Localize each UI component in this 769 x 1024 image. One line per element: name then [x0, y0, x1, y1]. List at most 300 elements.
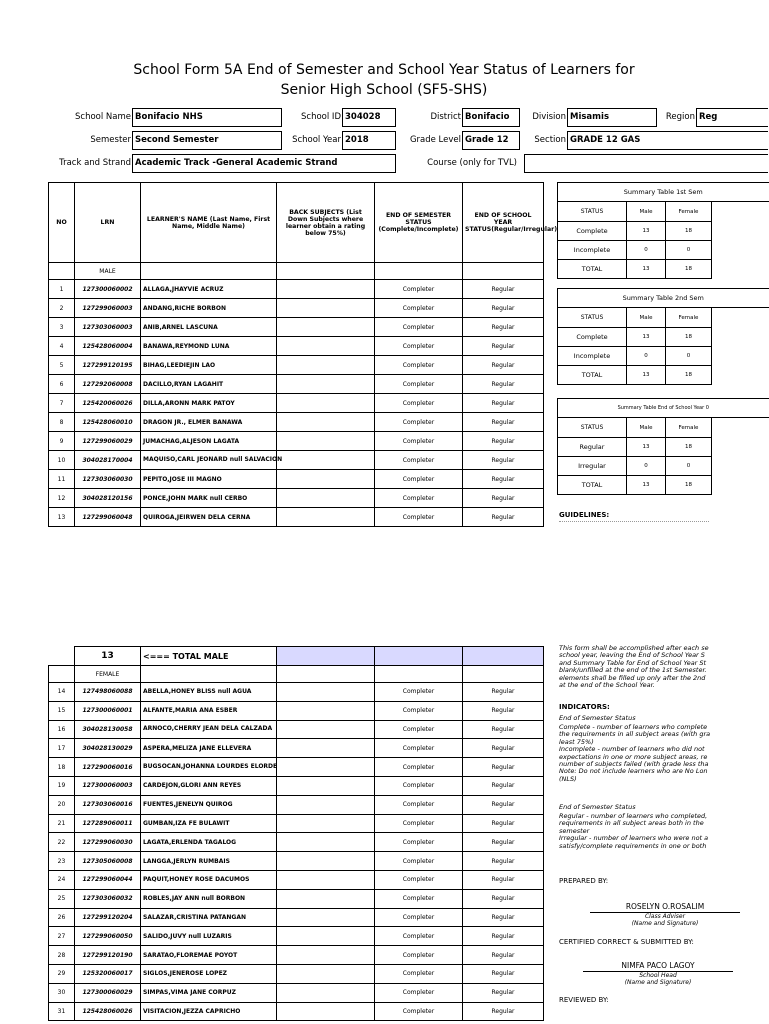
- row-year-status: Regular: [463, 927, 544, 946]
- row-back-subjects: [277, 870, 375, 889]
- row-back-subjects: [277, 1002, 375, 1021]
- row-lrn: 127303060016: [75, 795, 141, 814]
- table-row: [49, 776, 544, 795]
- certified-role: School Head: [639, 972, 677, 979]
- certified-by-name: NIMFA PACO LAGOY: [621, 961, 695, 970]
- table-row: [49, 337, 544, 356]
- summary-cell: Complete: [558, 222, 627, 241]
- division-field[interactable]: Misamis: [567, 108, 657, 127]
- row-year-status: Regular: [463, 758, 544, 777]
- row-back-subjects: [277, 814, 375, 833]
- semester-label: Semester: [90, 135, 131, 145]
- row-lrn: 127300060002: [75, 280, 141, 299]
- summary-row: [558, 347, 769, 366]
- guideline-line: (NLS): [559, 774, 577, 783]
- row-name: GUMBAN,IZA FE BULAWIT: [141, 814, 277, 833]
- district-label: District: [430, 112, 461, 122]
- row-year-status: Regular: [463, 870, 544, 889]
- guideline-line: Irregular - number of learners who were not a: [559, 834, 709, 843]
- summary-cell: 0: [627, 347, 666, 366]
- row-lrn: 125420060026: [75, 394, 141, 413]
- row-year-status: Regular: [463, 508, 544, 527]
- row-name: JUMACHAG,ALJESON LAGATA: [141, 432, 277, 451]
- summary-cell: 18: [666, 476, 712, 495]
- table-row: [49, 432, 544, 451]
- row-sem-status: Completer: [375, 927, 463, 946]
- summary-cell: Complete: [558, 328, 627, 347]
- table-row: [49, 908, 544, 927]
- row-lrn: 304028130058: [75, 720, 141, 739]
- row-year-status: Regular: [463, 720, 544, 739]
- row-year-status: Regular: [463, 964, 544, 983]
- summary-header-row: [558, 418, 769, 438]
- total-male-year-cell: [463, 647, 544, 666]
- row-number: 12: [49, 489, 75, 508]
- guideline-line: and Summary Table for End of School Year St: [559, 658, 707, 667]
- row-number: 21: [49, 814, 75, 833]
- row-year-status: Regular: [463, 432, 544, 451]
- total-male-label: <=== TOTAL MALE: [141, 647, 277, 666]
- guideline-line: number of subjects failed (with grade less tha: [559, 760, 709, 769]
- summary-col-header: Female: [666, 418, 712, 438]
- total-male-sem-cell: [375, 647, 463, 666]
- row-number: 22: [49, 833, 75, 852]
- table-row: [49, 356, 544, 375]
- row-sem-status: Completer: [375, 776, 463, 795]
- row-name: ALLAGA,JHAYVIE ACRUZ: [141, 280, 277, 299]
- table-row: [49, 852, 544, 871]
- school-year-label: School Year: [292, 135, 341, 145]
- table-row: [49, 814, 544, 833]
- col-name-header: LEARNER'S NAME (Last Name, First Name, Middle Name): [141, 183, 277, 263]
- district-field[interactable]: Bonifacio: [462, 108, 520, 127]
- row-sem-status: Completer: [375, 413, 463, 432]
- row-lrn: 127299060050: [75, 927, 141, 946]
- summary-cell: 13: [627, 476, 666, 495]
- guideline-line: This form shall be accomplished after each se: [559, 644, 709, 652]
- eos-label: End of Semester Status: [559, 714, 636, 722]
- row-number: 4: [49, 337, 75, 356]
- row-back-subjects: [277, 337, 375, 356]
- summary-cell: 18: [666, 438, 712, 457]
- summary-cell: TOTAL: [558, 366, 627, 385]
- row-lrn: 127299060003: [75, 299, 141, 318]
- row-year-status: Regular: [463, 413, 544, 432]
- row-name: PAQUIT,HONEY ROSE DACUMOS: [141, 870, 277, 889]
- row-lrn: 127498060088: [75, 683, 141, 702]
- table-row: [49, 701, 544, 720]
- guideline-line: elements shall be filled up only after the 2nd: [559, 673, 706, 682]
- summary-col-header: Female: [666, 308, 712, 328]
- row-lrn: 304028130029: [75, 739, 141, 758]
- row-sem-status: Completer: [375, 720, 463, 739]
- row-lrn: 127292060008: [75, 375, 141, 394]
- row-name: PEPITO,JOSE III MAGNO: [141, 470, 277, 489]
- guideline-line: Note: Do not include learners who are No Lon: [559, 767, 708, 776]
- table-row: [49, 758, 544, 777]
- row-lrn: 127299120204: [75, 908, 141, 927]
- row-lrn: 127300060029: [75, 983, 141, 1002]
- row-name: SALAZAR,CRISTINA PATANGAN: [141, 908, 277, 927]
- row-lrn: 125428060010: [75, 413, 141, 432]
- row-name: MAQUISO,CARL JEONARD null SALVACION: [141, 451, 277, 470]
- row-name: SARATAO,FLOREMAE POYOT: [141, 946, 277, 965]
- row-lrn: 127289060011: [75, 814, 141, 833]
- row-back-subjects: [277, 375, 375, 394]
- summary3-title: Summary Table End of School Year 0: [558, 399, 769, 418]
- row-lrn: 127299120195: [75, 356, 141, 375]
- row-lrn: 125428060004: [75, 337, 141, 356]
- row-lrn: 127290060016: [75, 758, 141, 777]
- row-name: ANDANG,RICHE BORBON: [141, 299, 277, 318]
- row-lrn: 127299060044: [75, 870, 141, 889]
- row-sem-status: Completer: [375, 739, 463, 758]
- row-name: BIHAG,LEEDIEJIN LAO: [141, 356, 277, 375]
- school-name-field[interactable]: Bonifacio NHS: [132, 108, 282, 127]
- row-number: 25: [49, 889, 75, 908]
- summary-cell: 18: [666, 222, 712, 241]
- row-sem-status: Completer: [375, 356, 463, 375]
- row-back-subjects: [277, 908, 375, 927]
- summary-cell: 18: [666, 366, 712, 385]
- summary-cell: 18: [666, 260, 712, 279]
- row-year-status: Regular: [463, 701, 544, 720]
- table-row: [49, 683, 544, 702]
- row-sem-status: Completer: [375, 337, 463, 356]
- row-lrn: 127300060003: [75, 776, 141, 795]
- guideline-line: least 75%): [559, 737, 594, 746]
- guidelines-label: GUIDELINES:: [559, 511, 610, 519]
- row-back-subjects: [277, 776, 375, 795]
- guideline-line: at the end of the School Year.: [559, 681, 655, 690]
- row-name: PONCE,JOHN MARK null CERBO: [141, 489, 277, 508]
- eosy-text: [559, 813, 768, 850]
- guideline-line: semester: [559, 826, 590, 835]
- summary-col-header: STATUS: [558, 418, 627, 438]
- section-label: Section: [534, 135, 566, 145]
- female-learners-table: [48, 646, 544, 1021]
- row-lrn: 127303060032: [75, 889, 141, 908]
- row-sem-status: Completer: [375, 375, 463, 394]
- row-year-status: Regular: [463, 946, 544, 965]
- row-sem-status: Completer: [375, 280, 463, 299]
- form-title: [0, 60, 768, 100]
- summary-cell: Irregular: [558, 457, 627, 476]
- row-number: 19: [49, 776, 75, 795]
- summary-col-header: STATUS: [558, 202, 627, 222]
- male-label: MALE: [75, 263, 141, 280]
- summary-header-row: [558, 308, 769, 328]
- row-sem-status: Completer: [375, 489, 463, 508]
- row-back-subjects: [277, 927, 375, 946]
- certified-sub: (Name and Signature): [624, 979, 692, 986]
- row-lrn: 304028170004: [75, 451, 141, 470]
- row-lrn: 127300060001: [75, 701, 141, 720]
- row-number: 20: [49, 795, 75, 814]
- row-sem-status: Completer: [375, 470, 463, 489]
- row-sem-status: Completer: [375, 908, 463, 927]
- region-label: Region: [665, 112, 695, 122]
- summary-cell: 13: [627, 366, 666, 385]
- row-number: 18: [49, 758, 75, 777]
- row-name: DILLA,ARONN MARK PATOY: [141, 394, 277, 413]
- table-row: [49, 280, 544, 299]
- row-back-subjects: [277, 394, 375, 413]
- row-number: 1: [49, 280, 75, 299]
- row-back-subjects: [277, 983, 375, 1002]
- row-year-status: Regular: [463, 470, 544, 489]
- row-year-status: Regular: [463, 280, 544, 299]
- guideline-line: Regular - number of learners who completed,: [559, 812, 708, 820]
- row-sem-status: Completer: [375, 814, 463, 833]
- row-back-subjects: [277, 508, 375, 527]
- guideline-line: requirements in all subject areas both in the: [559, 819, 704, 828]
- row-name: LANGGA,JERLYN RUMBAIS: [141, 852, 277, 871]
- row-sem-status: Completer: [375, 983, 463, 1002]
- row-name: DRAGON JR., ELMER BANAWA: [141, 413, 277, 432]
- prepared-sub: (Name and Signature): [631, 920, 699, 927]
- female-label: FEMALE: [75, 666, 141, 683]
- row-name: SIMPAS,VIMA JANE CORPUZ: [141, 983, 277, 1002]
- row-sem-status: Completer: [375, 833, 463, 852]
- row-back-subjects: [277, 489, 375, 508]
- row-year-status: Regular: [463, 394, 544, 413]
- guidelines-divider: [559, 521, 709, 524]
- row-name: CARDEJON,GLORI ANN REYES: [141, 776, 277, 795]
- row-back-subjects: [277, 758, 375, 777]
- table-row: [49, 833, 544, 852]
- row-back-subjects: [277, 852, 375, 871]
- row-number: 7: [49, 394, 75, 413]
- row-year-status: Regular: [463, 739, 544, 758]
- row-number: 11: [49, 470, 75, 489]
- summary-cell: TOTAL: [558, 476, 627, 495]
- summary-table-1st-sem: [557, 182, 769, 279]
- summary-row: [558, 366, 769, 385]
- row-year-status: Regular: [463, 814, 544, 833]
- summary-row: [558, 260, 769, 279]
- summary-cell: 0: [666, 347, 712, 366]
- row-number: 3: [49, 318, 75, 337]
- summary-cell: 0: [666, 241, 712, 260]
- row-year-status: Regular: [463, 776, 544, 795]
- summary-table-end-of-year: [557, 398, 769, 495]
- row-year-status: Regular: [463, 451, 544, 470]
- row-name: SALIDO,JUVY null LUZARIS: [141, 927, 277, 946]
- track-field[interactable]: Academic Track -General Academic Strand: [132, 154, 396, 173]
- row-number: 30: [49, 983, 75, 1002]
- indicators-label: INDICATORS:: [559, 703, 610, 711]
- row-name: VISITACION,JEZZA CAPRICHO: [141, 1002, 277, 1021]
- row-back-subjects: [277, 889, 375, 908]
- school-year-field[interactable]: 2018: [342, 131, 396, 150]
- row-number: 23: [49, 852, 75, 871]
- summary-cell: 18: [666, 328, 712, 347]
- table-row: [49, 470, 544, 489]
- row-lrn: 127299060030: [75, 833, 141, 852]
- row-number: 10: [49, 451, 75, 470]
- row-name: ANIB,ARNEL LASCUNA: [141, 318, 277, 337]
- row-lrn: 125428060026: [75, 1002, 141, 1021]
- row-sem-status: Completer: [375, 508, 463, 527]
- prepared-by-name: ROSELYN O.ROSALIM: [625, 902, 705, 911]
- row-back-subjects: [277, 432, 375, 451]
- section-field[interactable]: GRADE 12 GAS: [567, 131, 768, 150]
- row-year-status: Regular: [463, 489, 544, 508]
- row-name: ARNOCO,CHERRY JEAN DELA CALZADA: [141, 720, 277, 739]
- row-year-status: Regular: [463, 356, 544, 375]
- row-back-subjects: [277, 280, 375, 299]
- eosy-label: End of Semester Status: [559, 803, 636, 811]
- row-number: 8: [49, 413, 75, 432]
- table-row: [49, 870, 544, 889]
- row-lrn: 127305060008: [75, 852, 141, 871]
- row-year-status: Regular: [463, 375, 544, 394]
- row-number: 9: [49, 432, 75, 451]
- grade-level-label: Grade Level: [409, 135, 461, 145]
- course-label: Course (only for TVL): [427, 158, 517, 168]
- form-title-line2: Senior High School (SF5-SHS): [280, 82, 488, 98]
- table-row: [49, 451, 544, 470]
- summary-col-header: Male: [627, 308, 666, 328]
- row-name: BUGSOCAN,JOHANNA LOURDES ELORDE: [141, 758, 277, 777]
- summary-col-header: STATUS: [558, 308, 627, 328]
- summary1-title: Summary Table 1st Sem: [558, 183, 769, 202]
- row-back-subjects: [277, 299, 375, 318]
- table-row: [49, 889, 544, 908]
- school-name-label: School Name: [75, 112, 131, 122]
- row-back-subjects: [277, 946, 375, 965]
- table-row: [49, 927, 544, 946]
- guideline-line: expectations in one or more subject areas, re: [559, 752, 708, 761]
- summary-row: [558, 457, 769, 476]
- row-name: LAGATA,ERLENDA TAGALOG: [141, 833, 277, 852]
- summary-row: [558, 328, 769, 347]
- prepared-by-label: PREPARED BY:: [559, 877, 609, 885]
- row-sem-status: Completer: [375, 964, 463, 983]
- summary-cell: 13: [627, 328, 666, 347]
- guideline-line: school year, leaving the End of School Year S: [559, 651, 705, 660]
- row-name: ALFANTE,MARIA ANA ESBER: [141, 701, 277, 720]
- row-back-subjects: [277, 470, 375, 489]
- track-label: Track and Strand: [59, 158, 131, 168]
- summary-header-row: [558, 202, 769, 222]
- row-year-status: Regular: [463, 983, 544, 1002]
- total-male-count: 13: [75, 647, 141, 666]
- row-lrn: 304028120156: [75, 489, 141, 508]
- female-section-row: [49, 666, 544, 683]
- prepared-role: Class Adviser: [644, 913, 686, 920]
- row-name: FUENTES,JENELYN QUIROG: [141, 795, 277, 814]
- table-row: [49, 964, 544, 983]
- table-row: [49, 1002, 544, 1021]
- row-sem-status: Completer: [375, 701, 463, 720]
- summary-row: [558, 241, 769, 260]
- row-year-status: Regular: [463, 852, 544, 871]
- semester-field[interactable]: Second Semester: [132, 131, 282, 150]
- guideline-line: satisfy/complete requirements in one or both: [559, 841, 707, 850]
- summary2-title: Summary Table 2nd Sem: [558, 289, 769, 308]
- row-name: ASPERA,MELIZA JANE ELLEVERA: [141, 739, 277, 758]
- row-sem-status: Completer: [375, 1002, 463, 1021]
- col-lrn-header: LRN: [75, 183, 141, 263]
- summary-cell: 13: [627, 222, 666, 241]
- table-row: [49, 489, 544, 508]
- row-number: 2: [49, 299, 75, 318]
- row-back-subjects: [277, 833, 375, 852]
- guideline-line: Complete - number of learners who complete: [559, 723, 708, 731]
- summary-row: [558, 222, 769, 241]
- summary-cell: 13: [627, 438, 666, 457]
- row-sem-status: Completer: [375, 852, 463, 871]
- row-number: 17: [49, 739, 75, 758]
- row-lrn: 127303060003: [75, 318, 141, 337]
- row-name: BANAWA,REYMOND LUNA: [141, 337, 277, 356]
- summary-table-2nd-sem: [557, 288, 769, 385]
- row-name: ROBLES,JAY ANN null BORBON: [141, 889, 277, 908]
- summary-row: [558, 438, 769, 457]
- table-row: [49, 795, 544, 814]
- table-row: [49, 508, 544, 527]
- row-lrn: 127299060048: [75, 508, 141, 527]
- form-title-line1: School Form 5A End of Semester and School Year Status of Learners for: [133, 62, 635, 78]
- row-number: 16: [49, 720, 75, 739]
- reviewed-by-label: REVIEWED BY:: [559, 996, 609, 1004]
- row-lrn: 125320060017: [75, 964, 141, 983]
- row-year-status: Regular: [463, 337, 544, 356]
- row-sem-status: Completer: [375, 394, 463, 413]
- row-year-status: Regular: [463, 1002, 544, 1021]
- row-sem-status: Completer: [375, 946, 463, 965]
- summary-col-header: Male: [627, 418, 666, 438]
- row-back-subjects: [277, 701, 375, 720]
- row-number: 6: [49, 375, 75, 394]
- course-field[interactable]: [524, 154, 768, 173]
- summary-cell: Incomplete: [558, 241, 627, 260]
- row-year-status: Regular: [463, 908, 544, 927]
- male-learners-table: [48, 182, 558, 527]
- male-section-row: [49, 263, 544, 280]
- row-lrn: 127299120190: [75, 946, 141, 965]
- row-number: 5: [49, 356, 75, 375]
- total-male-row: [49, 647, 544, 666]
- row-number: 31: [49, 1002, 75, 1021]
- table-row: [49, 983, 544, 1002]
- row-year-status: Regular: [463, 299, 544, 318]
- row-year-status: Regular: [463, 889, 544, 908]
- row-number: 29: [49, 964, 75, 983]
- grade-level-field[interactable]: Grade 12: [462, 131, 520, 150]
- summary-cell: Incomplete: [558, 347, 627, 366]
- region-field[interactable]: Reg: [696, 108, 768, 127]
- row-number: 27: [49, 927, 75, 946]
- summary-cell: 13: [627, 260, 666, 279]
- table-row: [49, 413, 544, 432]
- school-id-field[interactable]: 304028: [342, 108, 396, 127]
- division-label: Division: [532, 112, 566, 122]
- row-number: 28: [49, 946, 75, 965]
- row-name: SIGLOS,JENEROSE LOPEZ: [141, 964, 277, 983]
- row-sem-status: Completer: [375, 758, 463, 777]
- guideline-line: blank/unfilled at the end of the 1st Semester.: [559, 666, 707, 675]
- summary-col-header: Female: [666, 202, 712, 222]
- table-row: [49, 299, 544, 318]
- summary-cell: Regular: [558, 438, 627, 457]
- col-sem-status-header: END OF SEMESTER STATUS (Complete/Incomplete): [375, 183, 463, 263]
- row-number: 13: [49, 508, 75, 527]
- row-sem-status: Completer: [375, 870, 463, 889]
- table-row: [49, 739, 544, 758]
